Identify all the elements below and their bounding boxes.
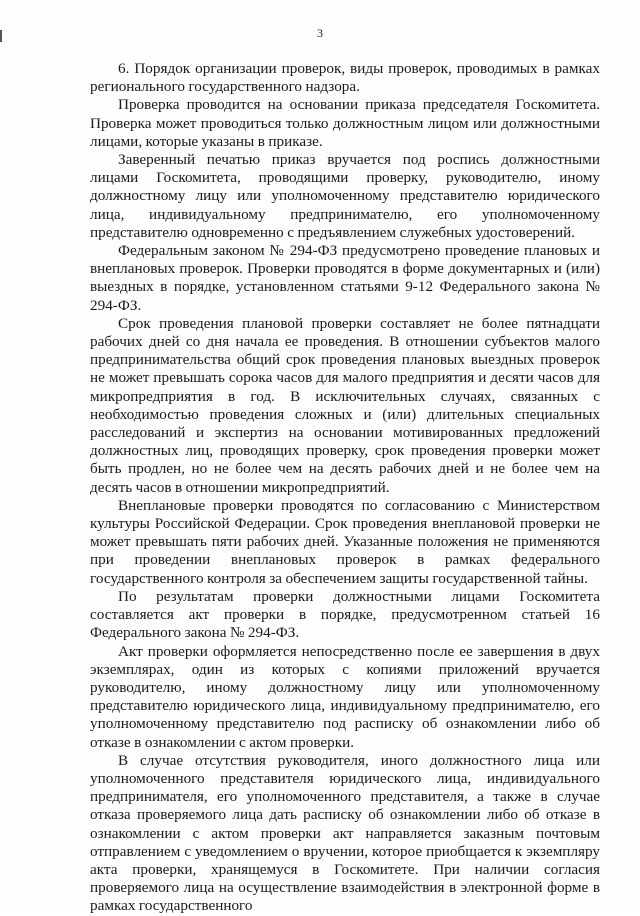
- paragraph-federal-law: Федеральным законом № 294-ФЗ предусмотрено проведение плановых и внеплановых проверок. Проверки проводятся в форме документарных и (или) выездных в порядке, установленном статьями 9-12 Федерального закона № 294-ФЗ.: [90, 242, 600, 314]
- paragraph-inspection-basis: Проверка проводится на основании приказа председателя Госкомитета. Проверка может проводиться только должностным лицом или должностными лицами, которые указаны в приказе.: [90, 96, 600, 150]
- page-number: 3: [317, 26, 323, 40]
- paragraph-order-delivery: Заверенный печатью приказ вручается под роспись должностными лицами Госкомитета, проводящими проверку, руководителю, иному должностному лицу или уполномоченному представителю юридического лица, индивидуальному предпринимателю, его уполномоченному представителю одновременно с предъявлением служебных удостоверений.: [90, 151, 600, 241]
- paragraph-absence-case: В случае отсутствия руководителя, иного должностного лица или уполномоченного представителя юридического лица, индивидуального предпринимателя, его уполномоченного представителя, а также в случае отказа проверяемого лица дать расписку об ознакомлении либо об отказе в ознакомлении с актом проверки акт направляется заказным почтовым отправлением с уведомлением о вручении, которое приобщается к экземпляру акта проверки, хранящемуся в Госкомитете. При наличии согласия проверяемого лица на осуществление взаимодействия в электронной форме в рамках государственного: [90, 751, 600, 915]
- paragraph-section-heading: 6. Порядок организации проверок, виды проверок, проводимых в рамках регионального государственного надзора.: [90, 60, 600, 96]
- paragraph-inspection-act: По результатам проверки должностными лицами Госкомитета составляется акт проверки в порядке, предусмотренном статьей 16 Федерального закона № 294-ФЗ.: [90, 587, 600, 642]
- paragraph-planned-duration: Срок проведения плановой проверки составляет не более пятнадцати рабочих дней со дня начала ее проведения. В отношении субъектов малого предпринимательства общий срок проведения плановых выездных проверок не может превышать сорока часов для малого предприятия и десяти часов для микропредприятия в год. В исключительных случаях, связанных с необходимостью проведения сложных и (или) длительных специальных расследований и экспертиз на основании мотивированных предложений должностных лиц, проводящих проверку, срок проведения проверки может быть продлен, но не более чем на десять рабочих дней и не более чем на десять часов в отношении микропредприятий.: [90, 314, 600, 496]
- document-body: [90, 60, 600, 916]
- paragraph-act-execution: Акт проверки оформляется непосредственно после ее завершения в двух экземплярах, один из которых с копиями приложений вручается руководителю, иному должностному лицу или уполномоченному представителю юридического лица, индивидуальному предпринимателю, его уполномоченному представителю под расписку об ознакомлении либо об отказе в ознакомлении с актом проверки.: [90, 642, 600, 751]
- paragraph-unplanned-inspections: Внеплановые проверки проводятся по согласованию с Министерством культуры Российской Федерации. Срок проведения внеплановой проверки не может превышать пяти рабочих дней. Указанные положения не применяются при проведении внеплановых проверок в рамках федерального государственного контроля за обеспечением защиты государственной тайны.: [90, 496, 600, 587]
